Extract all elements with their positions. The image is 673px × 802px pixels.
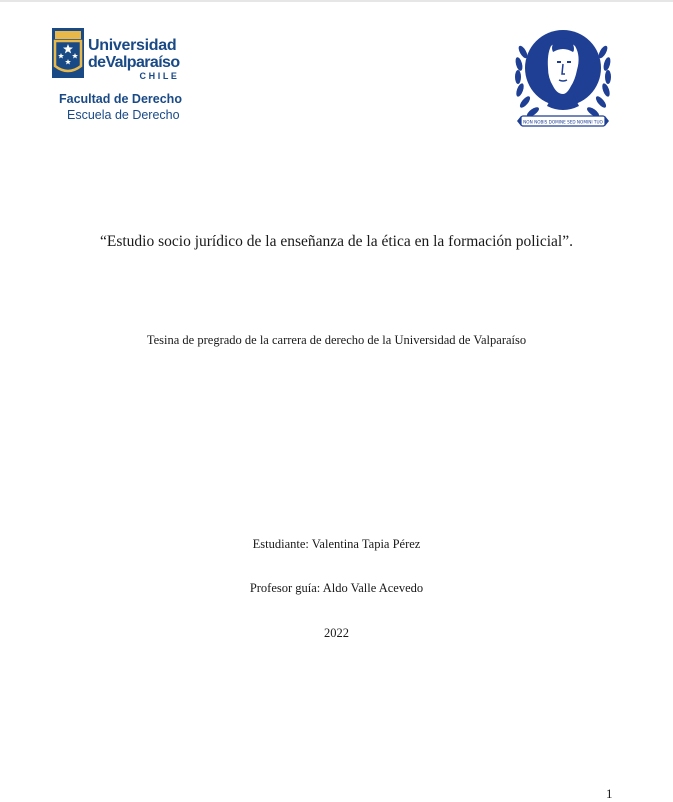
thesis-title: “Estudio socio jurídico de la enseñanza de la ética en la formación policial”.: [100, 233, 573, 250]
advisor-name: Profesor guía: Aldo Valle Acevedo: [249, 581, 424, 595]
faculty-name: Facultad de Derecho: [59, 92, 182, 106]
university-shield-icon: [52, 28, 84, 78]
thesis-year: 2022: [324, 626, 349, 640]
university-logo: [52, 28, 187, 88]
law-faculty-emblem: [513, 24, 613, 132]
emblem-motto: NON NOBIS DOMINE SED NOMINI TUO: [523, 119, 603, 125]
school-name: Escuela de Derecho: [67, 108, 180, 122]
page-top-border: [0, 0, 673, 2]
university-name-line2: deValparaíso: [88, 54, 180, 71]
university-country: CHILE: [139, 71, 180, 81]
student-name: Estudiante: Valentina Tapia Pérez: [252, 537, 421, 551]
university-wordmark: [88, 37, 180, 82]
page-number: 1: [606, 786, 613, 801]
thesis-subtitle: Tesina de pregrado de la carrera de derecho de la Universidad de Valparaíso: [146, 333, 527, 347]
university-name-line1: Universidad: [88, 37, 177, 54]
